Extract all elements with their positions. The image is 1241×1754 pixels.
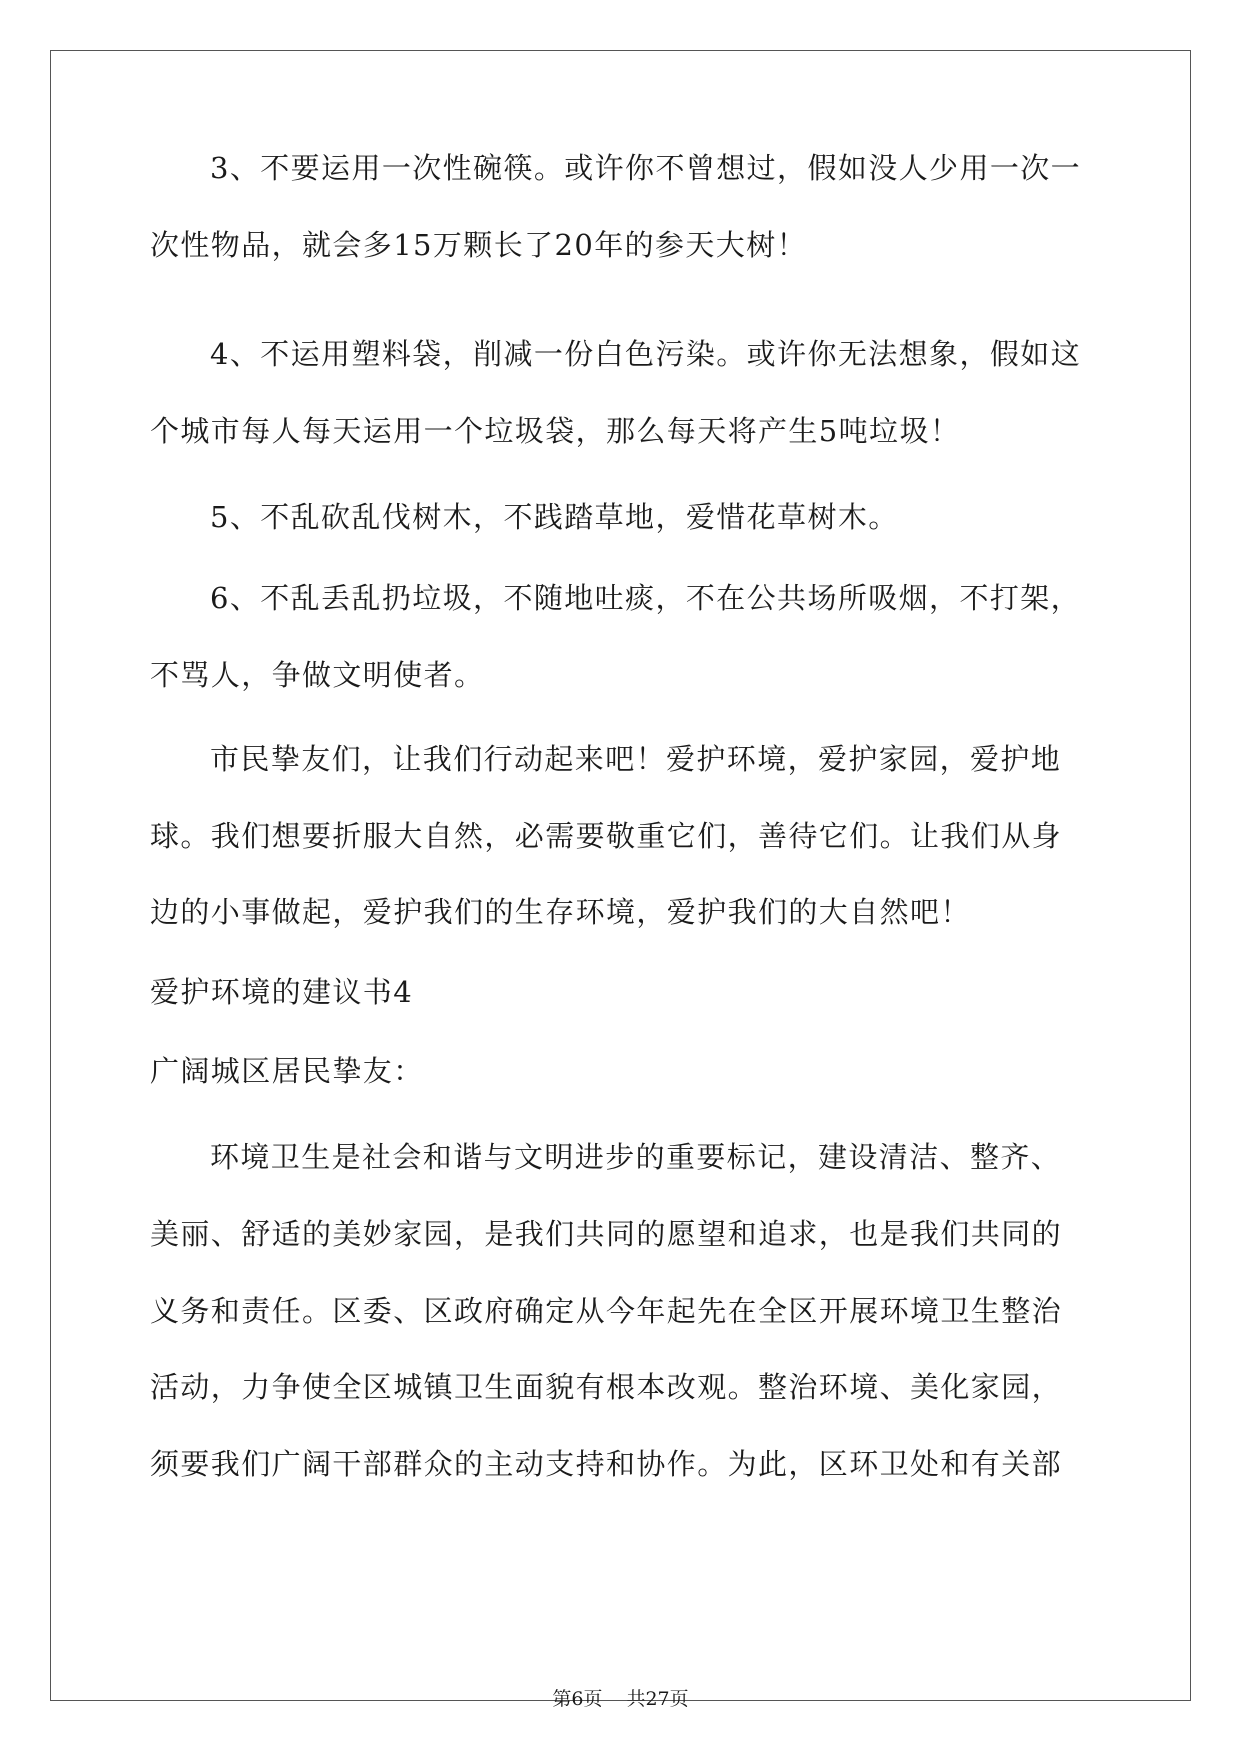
paragraph-line: 边的小事做起，爱护我们的生存环境，爱护我们的大自然吧！ — [150, 895, 971, 929]
paragraph-line: 球。我们想要折服大自然，必需要敬重它们，善待它们。让我们从身 — [150, 819, 1063, 853]
paragraph-line: 须要我们广阔干部群众的主动支持和协作。为此，区环卫处和有关部 — [150, 1447, 1063, 1481]
paragraph-line: 美丽、舒适的美妙家园，是我们共同的愿望和追求，也是我们共同的 — [150, 1217, 1063, 1251]
paragraph-line: 4、不运用塑料袋，削减一份白色污染。或许你无法想象，假如这 — [210, 337, 1082, 371]
paragraph-line: 次性物品，就会多15万颗长了20年的参天大树！ — [150, 228, 808, 262]
section-heading: 爱护环境的建议书4 — [150, 975, 414, 1009]
paragraph-line: 环境卫生是社会和谐与文明进步的重要标记，建设清洁、整齐、 — [210, 1140, 1062, 1174]
paragraph-line: 5、不乱砍乱伐树木，不践踏草地，爱惜花草树木。 — [210, 500, 899, 534]
paragraph-line: 6、不乱丢乱扔垃圾，不随地吐痰，不在公共场所吸烟，不打架， — [210, 581, 1082, 615]
paragraph-line: 市民挚友们，让我们行动起来吧！爱护环境，爱护家园，爱护地 — [210, 742, 1062, 776]
paragraph-line: 个城市每人每天运用一个垃圾袋，那么每天将产生5吨垃圾！ — [150, 414, 961, 448]
paragraph-line: 不骂人，争做文明使者。 — [150, 658, 485, 692]
page-total: 共27页 — [626, 1688, 689, 1710]
paragraph-line: 活动，力争使全区城镇卫生面貌有根本改观。整治环境、美化家园， — [150, 1370, 1063, 1404]
page-footer — [0, 1690, 1241, 1709]
paragraph-line: 义务和责任。区委、区政府确定从今年起先在全区开展环境卫生整治 — [150, 1294, 1063, 1328]
page-number: 第6页 — [552, 1688, 603, 1710]
paragraph-line: 3、不要运用一次性碗筷。或许你不曾想过，假如没人少用一次一 — [210, 151, 1082, 185]
salutation: 广阔城区居民挚友： — [150, 1054, 424, 1088]
